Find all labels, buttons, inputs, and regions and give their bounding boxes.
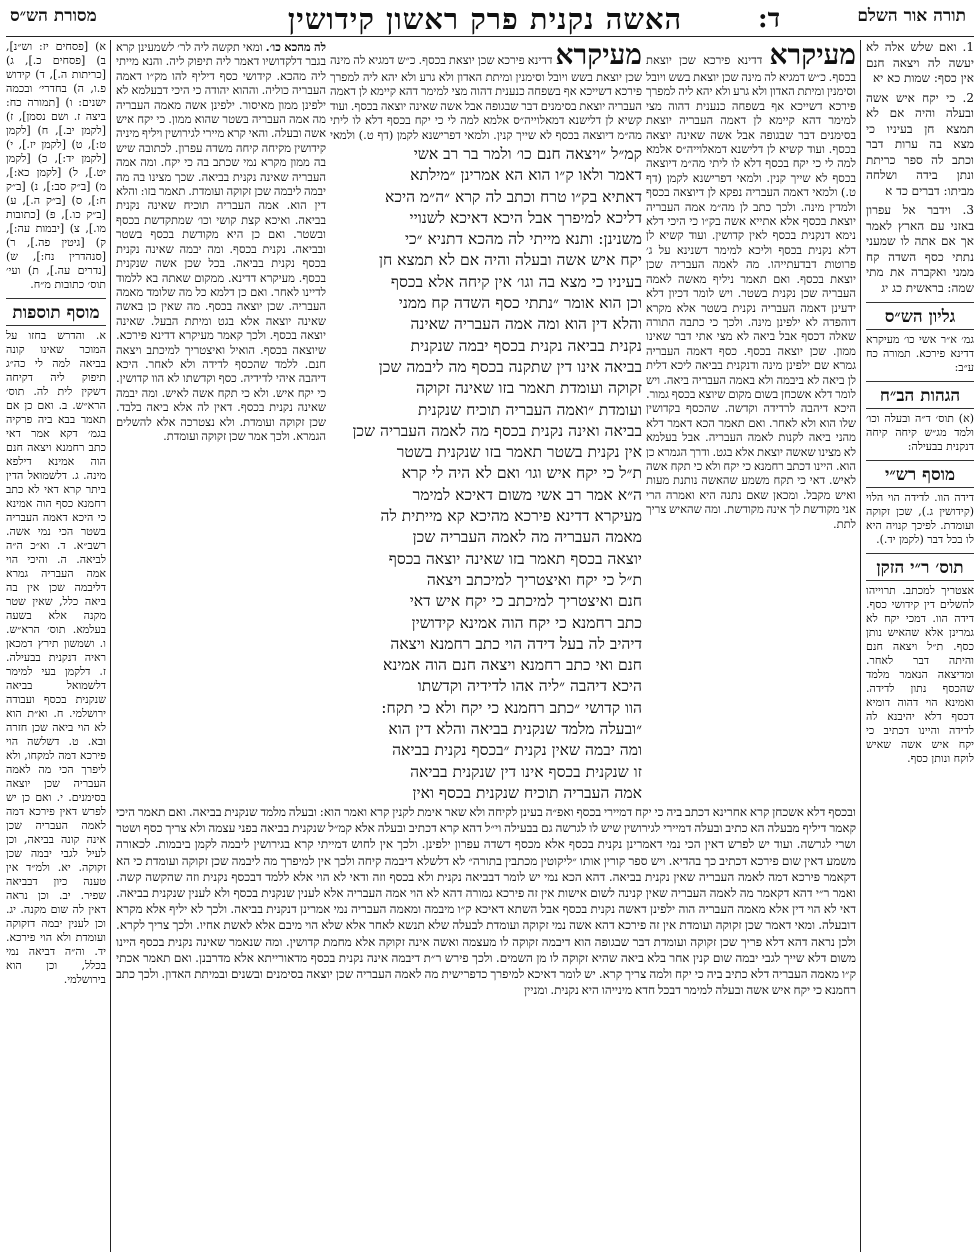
gemara-line: מעיקרא דדינא פירכא מהיכא קא מייתית לה <box>380 507 642 526</box>
gemara-line: בביאה ואינה נקנית בכסף מה לאמה העבריה שכן <box>352 421 642 440</box>
musaf-tosafot-heading: מוסף תוספות <box>6 303 106 326</box>
rashi-top-column <box>330 40 642 142</box>
gemara-line: וכן הוא אומר ״נתתי כסף השדה קח ממני <box>398 294 642 313</box>
tosafot-text: לה מהכא כו׳. ומאי תקשה ליה לר׳ לשמעינן קרא בגבר דלקדושיו דאמר ליה תיפוק ליה. והנא מייתי ליה מהכא. קידושי כסף דיליף להו מק״ו דאמה העבריה כוליה. וההוא יהודה כי היכי דבעלמא לא ילפינן ממון מאיסור. ילפינן אשה מאמה העבריה מה אמה העבריה בשטר שהוא ממון. כי יקח איש אשה ובעלה. והאי קרא מיירי לגירושין ויליף מיניה קידושין מקיחה קיחה משדה עפרון. לכתובה שיש בה ממון מקרא נמי שכתב בה כי יקח. ומה אמה העבריה שאינה נקנית בביאה. שכך מצינו בה מה יבמה ליבמה שכן זקוקה ועומדת. תאמר בזו: והלא דין הוא. אמה העבריה תוכיח שאינה נקנית בביאה. ואיכא קצת קושי וכו׳ שמתקדשת בכסף ובשטר. ואם כן היא מקודשת בכסף בשטר ובביאה. נקנית בכסף. ומה יבמה שאינה נקנית בכסף נקנית בביאה. בכל שכן אשה שנקנית בכסף. מעיקרא דדינא. ממקום שאתה בא ללמוד לדיינו לאחר. ואם כן דלמא כל מה שלומד מאמה העבריה. שכן יוצאה בכסף. מה שאין כן באשה שאינה יוצאה אלא בגט ומיתת הבעל. שאינה יוצאה בכסף. ולכך קאמר מעיקרא דדינא פירכא. שיוצאה בכסף. הואיל ואיצטריך למיכתב ויצאה חנם. ללמד שהכסף לדידה ולא לאחר. היכא דיהבה איהי לדידיה. כסף וקדשתו לא הוו קדושין. כי יקח איש. ולא כי תקח אשה לאיש. ומה יבמה שאינה נקנית בכסף. דאין לה אלא ביאה בלבד. שכן זקוקה ועומדת. ולא נצטרכה אלא להשלים הגמרא. ולכך אמר שכן זקוקה ועומדת. <box>116 40 326 443</box>
musaf-rashi-heading: מוסף רש״י <box>866 465 974 488</box>
gemara-line: אין נקנית בשטר תאמר בזו שנקנית בשטר <box>396 443 642 462</box>
gilyon-heading: גליון הש״ס <box>866 307 974 330</box>
rashi-top-text: מעיקרא דדינא פירכא שכן יוצאת בכסף. כ״ש דמגיא לה מינה שכן יוצאת בשש ויובל וסימנין ומיתת האדון ולא גרע ולא יהא ליה למפרך פירכא דשייכא אף בשפחה כנענית דהוה מצי למימר דהא קיימא לן דאמה העבריה יוצאת בסימנים דבר שבגופה אבל אשה שאינה יוצאה בכסף. ועוד קשיא לן דלישנא דמאלוייה״ס אלמא למה לי כי יקח בכסף דלא לו ליתי מה״מ דיוצאה בכסף לא שייך קנין. ולמאי דפרישנא לקמן (דף ט.) ולמאי <box>330 40 642 142</box>
gemara-line: דאמר ולאו ק״ו הוא הא אמרינן ״מילתא <box>410 166 642 185</box>
hagahot-text: (א) תוס׳ ד״ה ובעלה וכו׳ ולמד מג״ש קיחה קיחה דנקנית בבעילה: <box>866 412 974 453</box>
hagahot-heading: הגהות הב״ח <box>866 386 974 409</box>
gemara-line: קמ״ל ״ויצאה חנם כו׳ ולמר בר רב אשי <box>413 145 642 163</box>
gemara-line: ועומדת ״ואמה העבריה תוכיח שנקנית <box>418 400 642 419</box>
gemara-line: דאתיא בק״ו טרח וכתב לה קרא ״ה״מ היכא <box>385 187 642 206</box>
tosafot-bottom-text: ובכסף דלא אשכחן קרא אחרינא דכתב ביה כי יקח דמיירי בכסף ואפ״ה בעינן לקיחה ולא שאר אימת לקנין קרא ואמר הוא: ובעלה מלמד שנקנית בביאה. ואם תאמר היכי קאמר דיליף מבעלה הא כתיב ובעלה דמיירי לגירושין שיש לו לגרשה גם בבעילה וי״ל דהא קרא דכתיב ובעלה אלא קמ״ל שנקנית בביאה בפני עצמה ולא צריך כסף ושטר ושרי לגרשה. ועוד יש לפרש דאין הכי נמי דאמרינן נקנית בכסף אלא מכסף דשדה עפרון ילפינן. ולכך אין לחוש דמייתי קרא בגירושין ליבמה לקמן ביבמות. לכאורה משמע דאין שום פירכא דכתיב כך בהדיא. ויש ספר קורין אותו ״ליקוטין מכתבין בתורה״ לא דלשלא דיבמה קיחה ולכך אין למיפרך מה ליבמה שכן זקוקה ועומדת כי הא דקאמר פירכא דמה לאמה העבריה שאין נקנית בביאה. דהא הכא נמי יש לומר דבביאה נקנית ולא בכסף וזה ודאי לא הוי אלא ללמד דבכסף נקנית וזה שהקשה קשה. ואמר ר״י דהא דקאמר מה לאמה העבריה שאין קנינה לשום אישות אין זה פירכא גמורה דהא לא הוי אמה העבריה אלא לענין שנקנית בכסף ולא לענין שנקנית בביאה. דאי לא הוי דין אלא מאמה העבריה הוה ילפינן דאשה נקנית בכסף אבל השתא דאיכא ק״ו מיבמה ומאמה העבריה נמי אמרינן דנקנית בביאה. ולכך לא יליף אלא מקרא דובעלה. ומאי דאמר שכן זקוקה ועומדת אין זה פירכא דהא אשה נמי זקוקה ועומדת לבעלה שלא תנשא לאחר אלא שלא הוי מיבם אלא לאשת אחיו. ולכך צריך לקרא. ולכן נראה דהא דלא פריך שכן זקוקה ועומדת דבר שבגופה הוא דיבמה זקוקה לו מעצמה ואשה אינה זקוקה אלא מחמת קדושין. ומה שנאמר שאינה נקנית בכסף היינו משום דלא שייך לגבי יבמה שום קנין אחר בלא ביאה שהיא זקוקה לו מן השמים. ולכך פירש ר״ת דיבמה אינה נקנית בכסף מדאורייתא אלא מדרבנן. ואם תאמר אכתי ק״ו מאמה העבריה דלא כתיב ביה כי יקח ולמה צריך קרא. יש לומר דאיכא למיפרך כדפרישית מה לאמה העבריה שכן יוצאה בסימנים ובשנים ובמיתת האדון. ולכך כתב רחמנא כי יקח איש אשה ובעלה למימר דבכל חדא מינייהו היא נקנית. ומניין <box>116 805 856 998</box>
rashi-heading-top: מעיקרא <box>555 40 642 71</box>
gemara-line: חנם ואי כתב רחמנא ויצאה חנם הוה אמינא <box>382 656 642 675</box>
right-margin-column <box>866 40 974 1252</box>
gemara-line: יוצאה בכסף תאמר בזו שאינה יוצאה בכסף <box>388 549 642 568</box>
divider-torah <box>860 40 861 1252</box>
tosafot-bottom-column <box>116 804 856 1254</box>
musaf-tosafot-text: א. והדרש בחזו על המוכר שאינו קונה בביאה למה לי כה״ג תיפוק ליה דקיחה דשקין לית לה. תוס׳ הרא״ש. ב. ואם כן אם תאמר בבא ביה פרקיה בגמ׳ דקא אמר דאי כתב רחמנא ויצאה חנם הוה אמינא דילפא מינה. ג. דלשמואל הדין ביתר קרא דאי לא כתב רחמנא כסף הוה אמינא כי היכא דאמה העבריה בשטר הכי נמי אשה. רשב״א. ד. וא״כ ה״ה לביאה. ה. והיכי הוי אמה העבריה גמרא דליבמה שכן אין בה ביאה כלל, שאין שטר מקנה אלא בשעה בעלמא. תוס׳ הרא״ש. ו. ושמשון תירץ דמכאן ראיה דנקנית בבעילה. ז. דלקמן בעי למימר דלשמואל בביאה שנקנית בכסף ועבודה ירושלמי. ח. וא״ת הוא לא הוי ביאה שכן חזרה ובא. ט. דשלשה הוי פירכא דמה למקחו, ולא ליפרך הכי מה לאמה העבריה שכן יוצאה בסימנים. י. ואם כן יש לפרש דאין פירכא דמה לאמה העבריה שכן אינה קונה בביאה, וכן לעיל לגבי יבמה שכן זקוקה. יא. ולמ״ד אין טענה כיון דבביאה שפיר. יב. וכן נראה דאין לה שום מקנה. יג. וכן לענין יבמה דזקוקה ועומדת ולא הוי פירכא. יד. וה״ה דביאה נמי בכלל, וכן הוא בירושלמי. <box>6 329 106 986</box>
tosafot-heading: לה מהכא כו׳. <box>265 40 326 54</box>
torah-verse-2: 2. כי יקח איש אשה ובעלה והיה אם לא תמצא חן בעיניו כי מצא בה ערות דבר וכתב לה ספר כריתת ונתן בידה ושלחה מביתו: דברים כד א <box>866 90 974 198</box>
rashi-text: מעיקרא דדינא פירכא שכן יוצאת בכסף. כ״ש דמגיא לה מינה שכן יוצאת בשש ויובל וסימנין ומיתת האדון ולא גרע ולא יהא ליה למפרך פירכא דשייכא אף בשפחה כנענית דהוה מצי למימר דהא קיימא לן דאמה העבריה יוצאת בסימנים דבר שבגופה אבל אשה שאינה יוצאה בכסף. ועוד קשיא לן דלישנא דמאלוייה״ס אלמא למה לי כי יקח בכסף דלא לו ליתי מה״מ דיוצאה בכסף לא שייך קנין. ולמאי דפרישנא לקמן (דף ט.) ולמאי דאמה העבריה נפקא לן דיוצאה בכסף ולמדין מינה. ולכך כתב לן מה״מ אמה העבריה יוצאת בכסף אלא אתייא אשה בק״ו כי היכי דלא נימא דנקנית בכסף לאין קדושין. ועוד קשיא לן דלא נקנית בכסף וליכא למימר דשנינא על ג׳ פרוטות דבדעתייהו. מה לאמה העבריה שכן יוצאת בכסף. ואם תאמר ניליף מאשה לאמה העבריה שכן נקנית בשטר. ויש לומר דכיון דלא ידעינן דאמה העבריה נקנית בשטר אלא מקרא דוהפדה לא ילפינן מינה. ולכך כי כתבה התורה שאלה דכסף אבל ביאה לא מצי אתי דבר שאינו ממון. שכן יוצאה בכסף. כסף דאמה העבריה גמרא שם ילפינן מינה ודנקנית בביאה ליכא דלית לן ביאה לא ביבמה ולא באמה העבריה ביאה. ויש לומר דלא אשכחן בשום מקום שיוצא בכסף גמור. היכא דיהבה לרדידה וקדשה. שהכסף בקדושין שלו הוא ולא לאחר. ואם תאמר הכא דאמר דלא מהני ביאה לקנות לאמה העבריה. אבל בעלמא לא מצינו שאשה יוצאת אלא בגט. ודרך הגמרא כן הוא. היינו דכתב רחמנא כי יקח ולא כי תקח אשה לאיש. דאי כי תקח משמע שהאשה נותנת מעות ואיש מקבל. ומכאן שאם נתנה היא ואמרה הרי אני מקודשת לך אינה מקודשת. ומה שהאיש צריך לתת. <box>646 40 856 531</box>
gemara-line: נקנית בביאה נקנית בכסף יבמה שנקנית <box>410 336 642 355</box>
masoret-heading: מסורת הש״ס <box>10 6 97 26</box>
torah-verse-1: 1. ואם שלש אלה לא יעשה לה ויצאה חנם אין כסף: שמות כא יא <box>866 40 974 85</box>
page-number: ד: <box>758 4 781 34</box>
tosafot-column <box>116 40 326 800</box>
gemara-line: ת״ל כי יקח איש וגו׳ ואם לא היה לי קרא <box>401 464 642 483</box>
gemara-line: משנינן: ותנא מייתי לה מהכא דתניא ״כי <box>404 230 642 249</box>
left-margin-column <box>6 40 106 1252</box>
gemara-column <box>330 144 642 800</box>
page-title: האשה נקנית פרק ראשון קידושין <box>287 2 683 36</box>
gemara-line: יקח איש אשה ובעלה והיה אם לא תמצא חן <box>378 251 642 270</box>
gemara-line: והלא דין הוא ומה אמה העבריה שאינה <box>410 315 642 334</box>
gemara-line: ״ובעלה מלמד שנקנית בביאה והלא דין הוא <box>388 720 642 739</box>
gemara-line: דליכא למיפרך אבל היכא דאיכא לשנויי <box>409 208 642 227</box>
gemara-line: ת״ל כי יקח ואיצטריך למיכתב ויצאה <box>426 570 642 589</box>
masoret-list: א) [פסחים יז: וש״נ], ב) [פסחים כ.], ג) [כריתות ה.], ד) קידוש פ.ו, ה) בחדרי׳ ובכמה ישנים: ו) [תמורה כח: ביצה ז. ושם נסמן], ז) [לקמן יב.], ח) [לקמן ט:], ט) [לקמן יז.], י) [לקמן יד:], כ) [לקמן יט.], ל) [לקמן כא:], מ) [ב״ק סב:], נ) [ב״ק ח:], ס) [ב״ק ה.], ע) [ב״ק כו.], פ) [כתובות מו.], צ) [יבמות עה:], ק) [גיטין פה.], ר) [סנהדרין נח:], ש) [נדרים עה.], ת) ועי׳ תוס׳ כתובות מ״ח. <box>6 40 106 291</box>
gemara-line: ה״א אמר רב אשי משום דאיכא למימר <box>412 485 642 504</box>
gemara-line: מאמה העבריה מה לאמה העבריה שכן <box>412 528 642 547</box>
gemara-line: זו שנקנית בכסף אינו דין שנקנית בביאה <box>410 762 642 781</box>
gemara-line: היכא דיהבה ״ליה אהו לדידיה וקדשתו <box>417 677 642 696</box>
header-rule <box>6 36 974 37</box>
tos-rid-heading: תוס׳ ר״י הזקן <box>866 558 974 581</box>
gemara-line: דיהיב לה בעל דידה הוי כתב רחמנא ויצאה <box>390 634 642 653</box>
gemara-line: בביאה אינו דין שתקנה בכסף מה ליבמה שכן <box>378 357 642 376</box>
gemara-text <box>330 144 642 800</box>
rashi-heading: מעיקרא <box>769 40 856 71</box>
gemara-line: זקוקה ועומדת תאמר בזו שאינה זקוקה <box>416 379 642 398</box>
gemara-line: כתב רחמנא כי יקח הוה אמינא קידושין <box>411 613 642 632</box>
gemara-line: בעיניו כי מצא בה וגו׳ אין קיחה אלא בכסף <box>390 272 642 291</box>
torah-verse-3: 3. וידבר אל עפרון באזני עם הארץ לאמר אך אם אתה לו שמעני נתתי כסף השדה קח ממני ואקברה את מתי שמה: בראשית כג יג <box>866 203 974 295</box>
gemara-line: אמה העבריה תוכיח שנקנית בכסף ואין <box>412 783 642 800</box>
divider-masoret <box>110 40 111 1252</box>
rashi-column <box>646 40 856 746</box>
gemara-line: חנם ואיצטריך למיכתב כי יקח איש דאי <box>409 592 642 611</box>
gemara-line: ומה יבמה שאין נקנית ״בכסף נקנית בביאה <box>392 741 642 760</box>
torah-ohr-heading: תורה אור השלם <box>857 6 966 26</box>
gemara-line: הוו קדושי ״כתב רחמנא כי יקח ולא כי תקח: <box>381 698 642 717</box>
musaf-rashi-text: דידה הוו. לדידה הוי הלוי (קידושין ג.), שכן זקוקה ועומדת. לפיכך קנויה היא לו בכל דבר (לקמן יד.). <box>866 491 974 546</box>
tos-rid-text: אצטריך למכתב. תרוייהו להשלים דין קידושי כסף. דידה הוו. דמכי יקח לא גמרינן אלא שהאיש נותן כסף. ת״ל ויצאה חנם והיתה דבר לאחר. ומדיצאה הנאמר מלמד שהכסף נתון לדידה. ואמינא הוי דהוה דומיא דכסף דלא יהיבנא לה לדידה והיינו דכתיב כי יקח איש אשה שאיש לוקח ונותן כסף. <box>866 584 974 765</box>
gilyon-text: גמ׳ א״ר אשי כו׳ מעיקרא דדינא פירכא. תמורה כח ע״ב: <box>866 333 974 374</box>
